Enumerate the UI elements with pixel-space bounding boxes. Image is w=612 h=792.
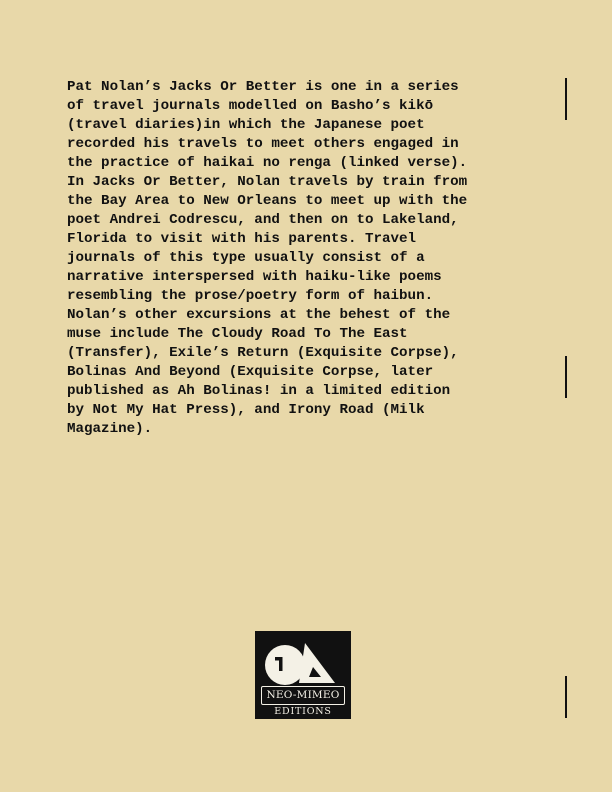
margin-rule-middle <box>565 356 567 398</box>
margin-rule-bottom <box>565 676 567 718</box>
back-cover-description <box>67 78 547 439</box>
text-line: narrative interspersed with haiku-like poems <box>67 269 442 285</box>
text-line: (Transfer), Exile’s Return (Exquisite Corpse), <box>67 345 459 361</box>
logo-name: NEO-MIMEO <box>261 686 345 705</box>
text-line: Pat Nolan’s Jacks Or Better is one in a series <box>67 79 459 95</box>
text-line: by Not My Hat Press), and Irony Road (Milk <box>67 402 425 418</box>
logo-subtitle: EDITIONS <box>274 706 332 717</box>
text-line: Bolinas And Beyond (Exquisite Corpse, later <box>67 364 434 380</box>
text-line: of travel journals modelled on Basho’s kikō <box>67 98 434 114</box>
text-line: In Jacks Or Better, Nolan travels by train from <box>67 174 468 190</box>
logo-emblem-icon <box>255 631 351 691</box>
text-line: Nolan’s other excursions at the behest of the <box>67 307 451 323</box>
publisher-logo <box>255 631 351 719</box>
text-line: the practice of haikai no renga (linked verse). <box>67 155 468 171</box>
text-line: muse include The Cloudy Road To The East <box>67 326 408 342</box>
text-line: poet Andrei Codrescu, and then on to Lakeland, <box>67 212 459 228</box>
text-line: resembling the prose/poetry form of haibun. <box>67 288 434 304</box>
text-line: the Bay Area to New Orleans to meet up with the <box>67 193 468 209</box>
margin-rule-top <box>565 78 567 120</box>
text-line: Florida to visit with his parents. Travel <box>67 231 417 247</box>
text-line: journals of this type usually consist of a <box>67 250 425 266</box>
text-line: Magazine). <box>67 421 153 437</box>
text-line: recorded his travels to meet others engaged in <box>67 136 459 152</box>
text-line: published as Ah Bolinas! in a limited edition <box>67 383 451 399</box>
text-line: (travel diaries)in which the Japanese poet <box>67 117 425 133</box>
